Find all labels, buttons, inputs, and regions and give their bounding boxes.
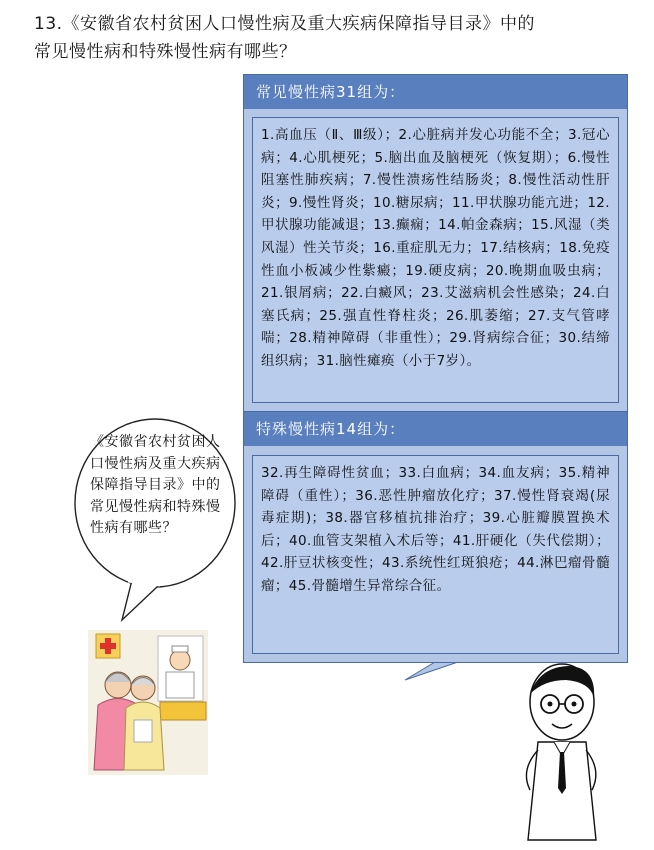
common-card-header: 常见慢性病31组为： [244,75,627,109]
common-chronic-diseases-card [243,74,628,412]
question-line-1: 13.《安徽省农村贫困人口慢性病及重大疾病保障指导目录》中的 [34,14,536,34]
question-heading [34,10,634,66]
speech-bubble-text: 《安徽省农村贫困人口慢性病及重大疾病保障指导目录》中的常见慢性病和特殊慢性病有哪些？ [90,434,221,536]
special-card-header: 特殊慢性病14组为： [244,412,627,446]
special-card-body: 32.再生障碍性贫血；33.白血病；34.血友病；35.精神障碍（重性）；36.恶性肿瘤放化疗；37.慢性肾衰竭(尿毒症期)；38.器官移植抗排治疗；39.心脏瓣膜置换术后；40.血管支架植入术后等；41.肝硬化（失代偿期）；42.肝豆状核变性；43.系统性红斑狼疮；44.淋巴瘤骨髓瘤；45.骨髓增生异常综合征。 [252,455,619,654]
special-chronic-diseases-card [243,411,628,663]
man-with-glasses-icon [500,660,610,845]
question-line-2: 常见慢性病和特殊慢性病有哪些？ [34,42,297,62]
common-card-body: 1.高血压（Ⅱ、Ⅲ级）；2.心脏病并发心功能不全；3.冠心病；4.心肌梗死；5.脑出血及脑梗死（恢复期）；6.慢性阻塞性肺疾病；7.慢性溃疡性结肠炎；8.慢性活动性肝炎；9.慢性肾炎；10.糖尿病；11.甲状腺功能亢进；12.甲状腺功能减退；13.癫痫；14.帕金森病；15.风湿（类风湿）性关节炎；16.重症肌无力；17.结核病；18.免疫性血小板减少性紫癜；19.硬皮病；20.晚期血吸虫病；21.银屑病；22.白癜风；23.艾滋病机会性感染；24.白塞氏病；25.强直性脊柱炎；26.肌萎缩；27.支气管哮喘；28.精神障碍（非重性）；29.肾病综合征；30.结缔组织病；31.脑性瘫痪（小于7岁）。 [252,117,619,403]
clinic-illustration-icon [88,630,208,775]
